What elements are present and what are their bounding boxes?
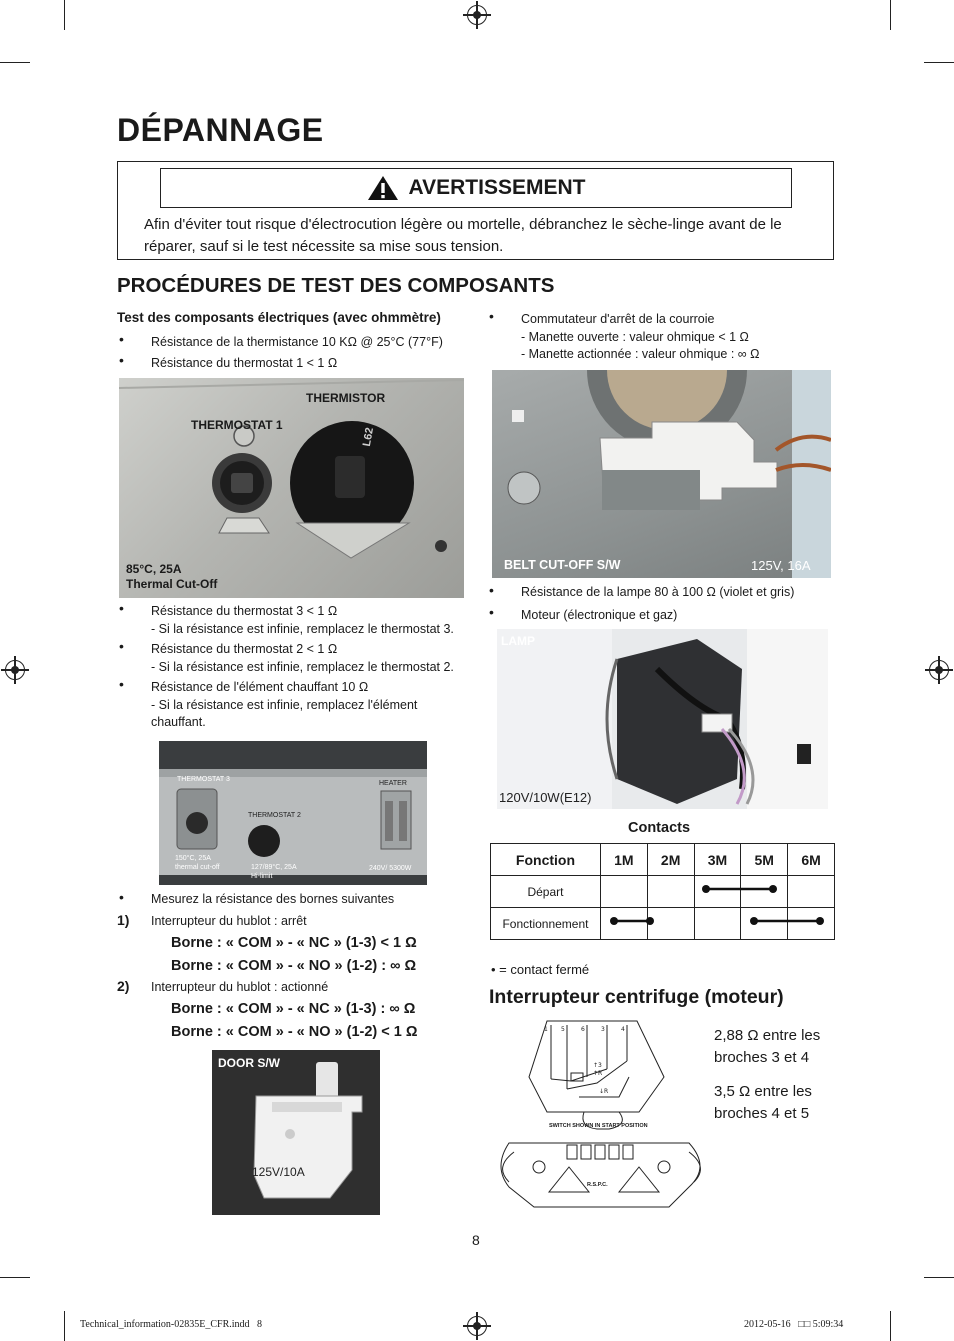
table-cell [600, 876, 647, 908]
svg-text:3: 3 [601, 1026, 605, 1033]
table-header: 6M [788, 844, 835, 876]
bullet-icon: • [119, 638, 124, 654]
table-cell: Départ [491, 876, 601, 908]
contacts-legend: • = contact fermé [491, 962, 590, 977]
crop-mark [890, 0, 891, 30]
belt-switch-text: Commutateur d'arrêt de la courroie - Manette ouverte : valeur ohmique < 1 Ω - Manette actionnée : valeur ohmique : ∞ Ω [521, 312, 760, 361]
photo-label: THERMOSTAT 2 [248, 812, 301, 819]
bullet-icon: • [119, 676, 124, 692]
bullet-icon: • [119, 600, 124, 616]
thermostat-heater-photo [159, 741, 427, 885]
diagram-drawing [489, 1017, 714, 1209]
photo-label: 125V, 16A [751, 558, 811, 573]
table-cell [788, 876, 835, 908]
photo-label: THERMOSTAT 1 [191, 418, 283, 432]
photo-drawing [497, 629, 828, 809]
svg-text:↓R: ↓R [599, 1088, 609, 1095]
bullet-icon: • [491, 962, 500, 977]
contacts-title: Contacts [628, 820, 691, 836]
table-cell [600, 908, 647, 940]
table-row [491, 876, 835, 908]
photo-label: LAMP [501, 634, 535, 648]
item-number: 2) [117, 978, 130, 994]
photo-label: 125V/10A [252, 1165, 305, 1179]
bullet-icon: • [489, 582, 494, 598]
centrifuge-note: 2,88 Ω entre les broches 3 et 4 [714, 1027, 821, 1066]
warning-heading [160, 168, 792, 208]
list-item: Résistance du thermostat 3 < 1 Ω - Si la résistance est infinie, remplacez le thermostat 3. [151, 604, 454, 636]
crop-mark [0, 1277, 30, 1278]
crop-mark [0, 62, 30, 63]
photo-label: 85°C, 25A [126, 562, 182, 576]
table-header: Fonction [491, 844, 601, 876]
footer-filename: Technical_information-02835E_CFR.indd 8 [80, 1319, 263, 1330]
table-cell [741, 908, 788, 940]
table-cell [694, 876, 741, 908]
photo-label: 120V/10W(E12) [499, 790, 592, 805]
centrifuge-note: 3,5 Ω entre les broches 4 et 5 [714, 1083, 812, 1122]
registration-mark-icon [5, 660, 25, 680]
bullet-icon: • [489, 604, 494, 620]
photo-label: THERMISTOR [306, 391, 386, 405]
contacts-table [490, 843, 835, 940]
list-item: Mesurez la résistance des bornes suivantes [151, 892, 395, 906]
centrifuge-switch-diagram [489, 1017, 714, 1209]
svg-text:1: 1 [544, 1026, 548, 1033]
warning-triangle-icon [367, 175, 399, 201]
registration-mark-icon [467, 1316, 487, 1336]
photo-drawing [212, 1050, 380, 1215]
crop-mark [64, 0, 65, 30]
thermostat-thermistor-photo [119, 378, 464, 598]
crop-mark [64, 1311, 65, 1341]
section-title: PROCÉDURES DE TEST DES COMPOSANTS [117, 274, 555, 297]
bullet-icon: • [119, 889, 124, 905]
photo-label: Thermal Cut-Off [126, 577, 218, 591]
table-cell [741, 876, 788, 908]
diagram-caption: SWITCH SHOWN IN START POSITION [549, 1123, 648, 1129]
footer-date: 2012-05-16 □□ 5:09:34 [744, 1319, 844, 1330]
centrifuge-title: Interrupteur centrifuge (moteur) [489, 986, 784, 1008]
registration-mark-icon [929, 660, 949, 680]
warning-text: Afin d'éviter tout risque d'électrocution légère ou mortelle, débranchez le sèche-linge avant de le réparer, sauf si le test nécessite sa mise sous tension. [144, 216, 782, 255]
list-item: Résistance de l'élément chauffant 10 Ω - Si la résistance est infinie, remplacez l'élément chauffant. [151, 680, 418, 729]
list-item: Résistance du thermostat 2 < 1 Ω - Si la résistance est infinie, remplacez le thermostat 2. [151, 642, 454, 674]
subsection-title: Test des composants électriques (avec ohmmètre) [117, 310, 441, 325]
photo-label: 240V/ 5300W [369, 865, 412, 872]
table-header: 2M [647, 844, 694, 876]
photo-stamp: L62 [360, 426, 377, 448]
photo-drawing [492, 370, 831, 578]
photo-label: thermal cut-off [175, 864, 220, 871]
bullet-icon: • [489, 308, 494, 324]
belt-cutoff-photo [492, 370, 831, 578]
table-cell [694, 908, 741, 940]
photo-label: Hi-limit [251, 873, 273, 880]
page-title: DÉPANNAGE [117, 112, 324, 148]
list-item: Résistance de la thermistance 10 KΩ @ 25°C (77°F) [151, 335, 443, 349]
photo-label: THERMOSTAT 3 [177, 776, 230, 783]
list-item: Moteur (électronique et gaz) [521, 608, 678, 622]
lamp-photo [497, 629, 828, 809]
table-row [491, 844, 835, 876]
photo-label: DOOR S/W [218, 1056, 280, 1070]
svg-text:↑3: ↑3 [593, 1062, 602, 1069]
list-item: Interrupteur du hublot : arrêt [151, 914, 307, 928]
table-row [491, 908, 835, 940]
borne-values: Borne : « COM » - « NC » (1-3) < 1 Ω Borne : « COM » - « NO » (1-2) : ∞ Ω [171, 935, 417, 974]
page-number: 8 [472, 1232, 480, 1248]
table-cell: Fonctionnement [491, 908, 601, 940]
table-header: 1M [600, 844, 647, 876]
bullet-icon: • [119, 352, 124, 368]
list-item: Résistance du thermostat 1 < 1 Ω [151, 356, 338, 370]
svg-text:↑R: ↑R [593, 1070, 603, 1077]
door-switch-photo [212, 1050, 380, 1215]
photo-label: 150°C, 25A [175, 855, 211, 862]
svg-text:5: 5 [561, 1026, 565, 1033]
list-item: Résistance de la lampe 80 à 100 Ω (violet et gris) [521, 585, 795, 599]
crop-mark [924, 1277, 954, 1278]
svg-text:4: 4 [621, 1026, 625, 1033]
registration-mark-icon [467, 5, 487, 25]
list-item: Interrupteur du hublot : actionné [151, 980, 329, 994]
photo-label: HEATER [379, 780, 407, 787]
photo-label: BELT CUT-OFF S/W [504, 558, 621, 572]
borne-values: Borne : « COM » - « NC » (1-3) : ∞ Ω Borne : « COM » - « NO » (1-2) < 1 Ω [171, 1001, 418, 1040]
crop-mark [924, 62, 954, 63]
warning-heading-text: AVERTISSEMENT [408, 176, 586, 199]
diagram-label: R.S.P.C. [587, 1182, 608, 1188]
item-number: 1) [117, 912, 130, 928]
bullet-icon: • [119, 331, 124, 347]
crop-mark [890, 1311, 891, 1341]
table-cell [788, 908, 835, 940]
table-cell [647, 908, 694, 940]
table-header: 5M [741, 844, 788, 876]
photo-label: 127/89°C, 25A [251, 864, 297, 871]
svg-text:6: 6 [581, 1026, 585, 1033]
table-header: 3M [694, 844, 741, 876]
table-cell [647, 876, 694, 908]
